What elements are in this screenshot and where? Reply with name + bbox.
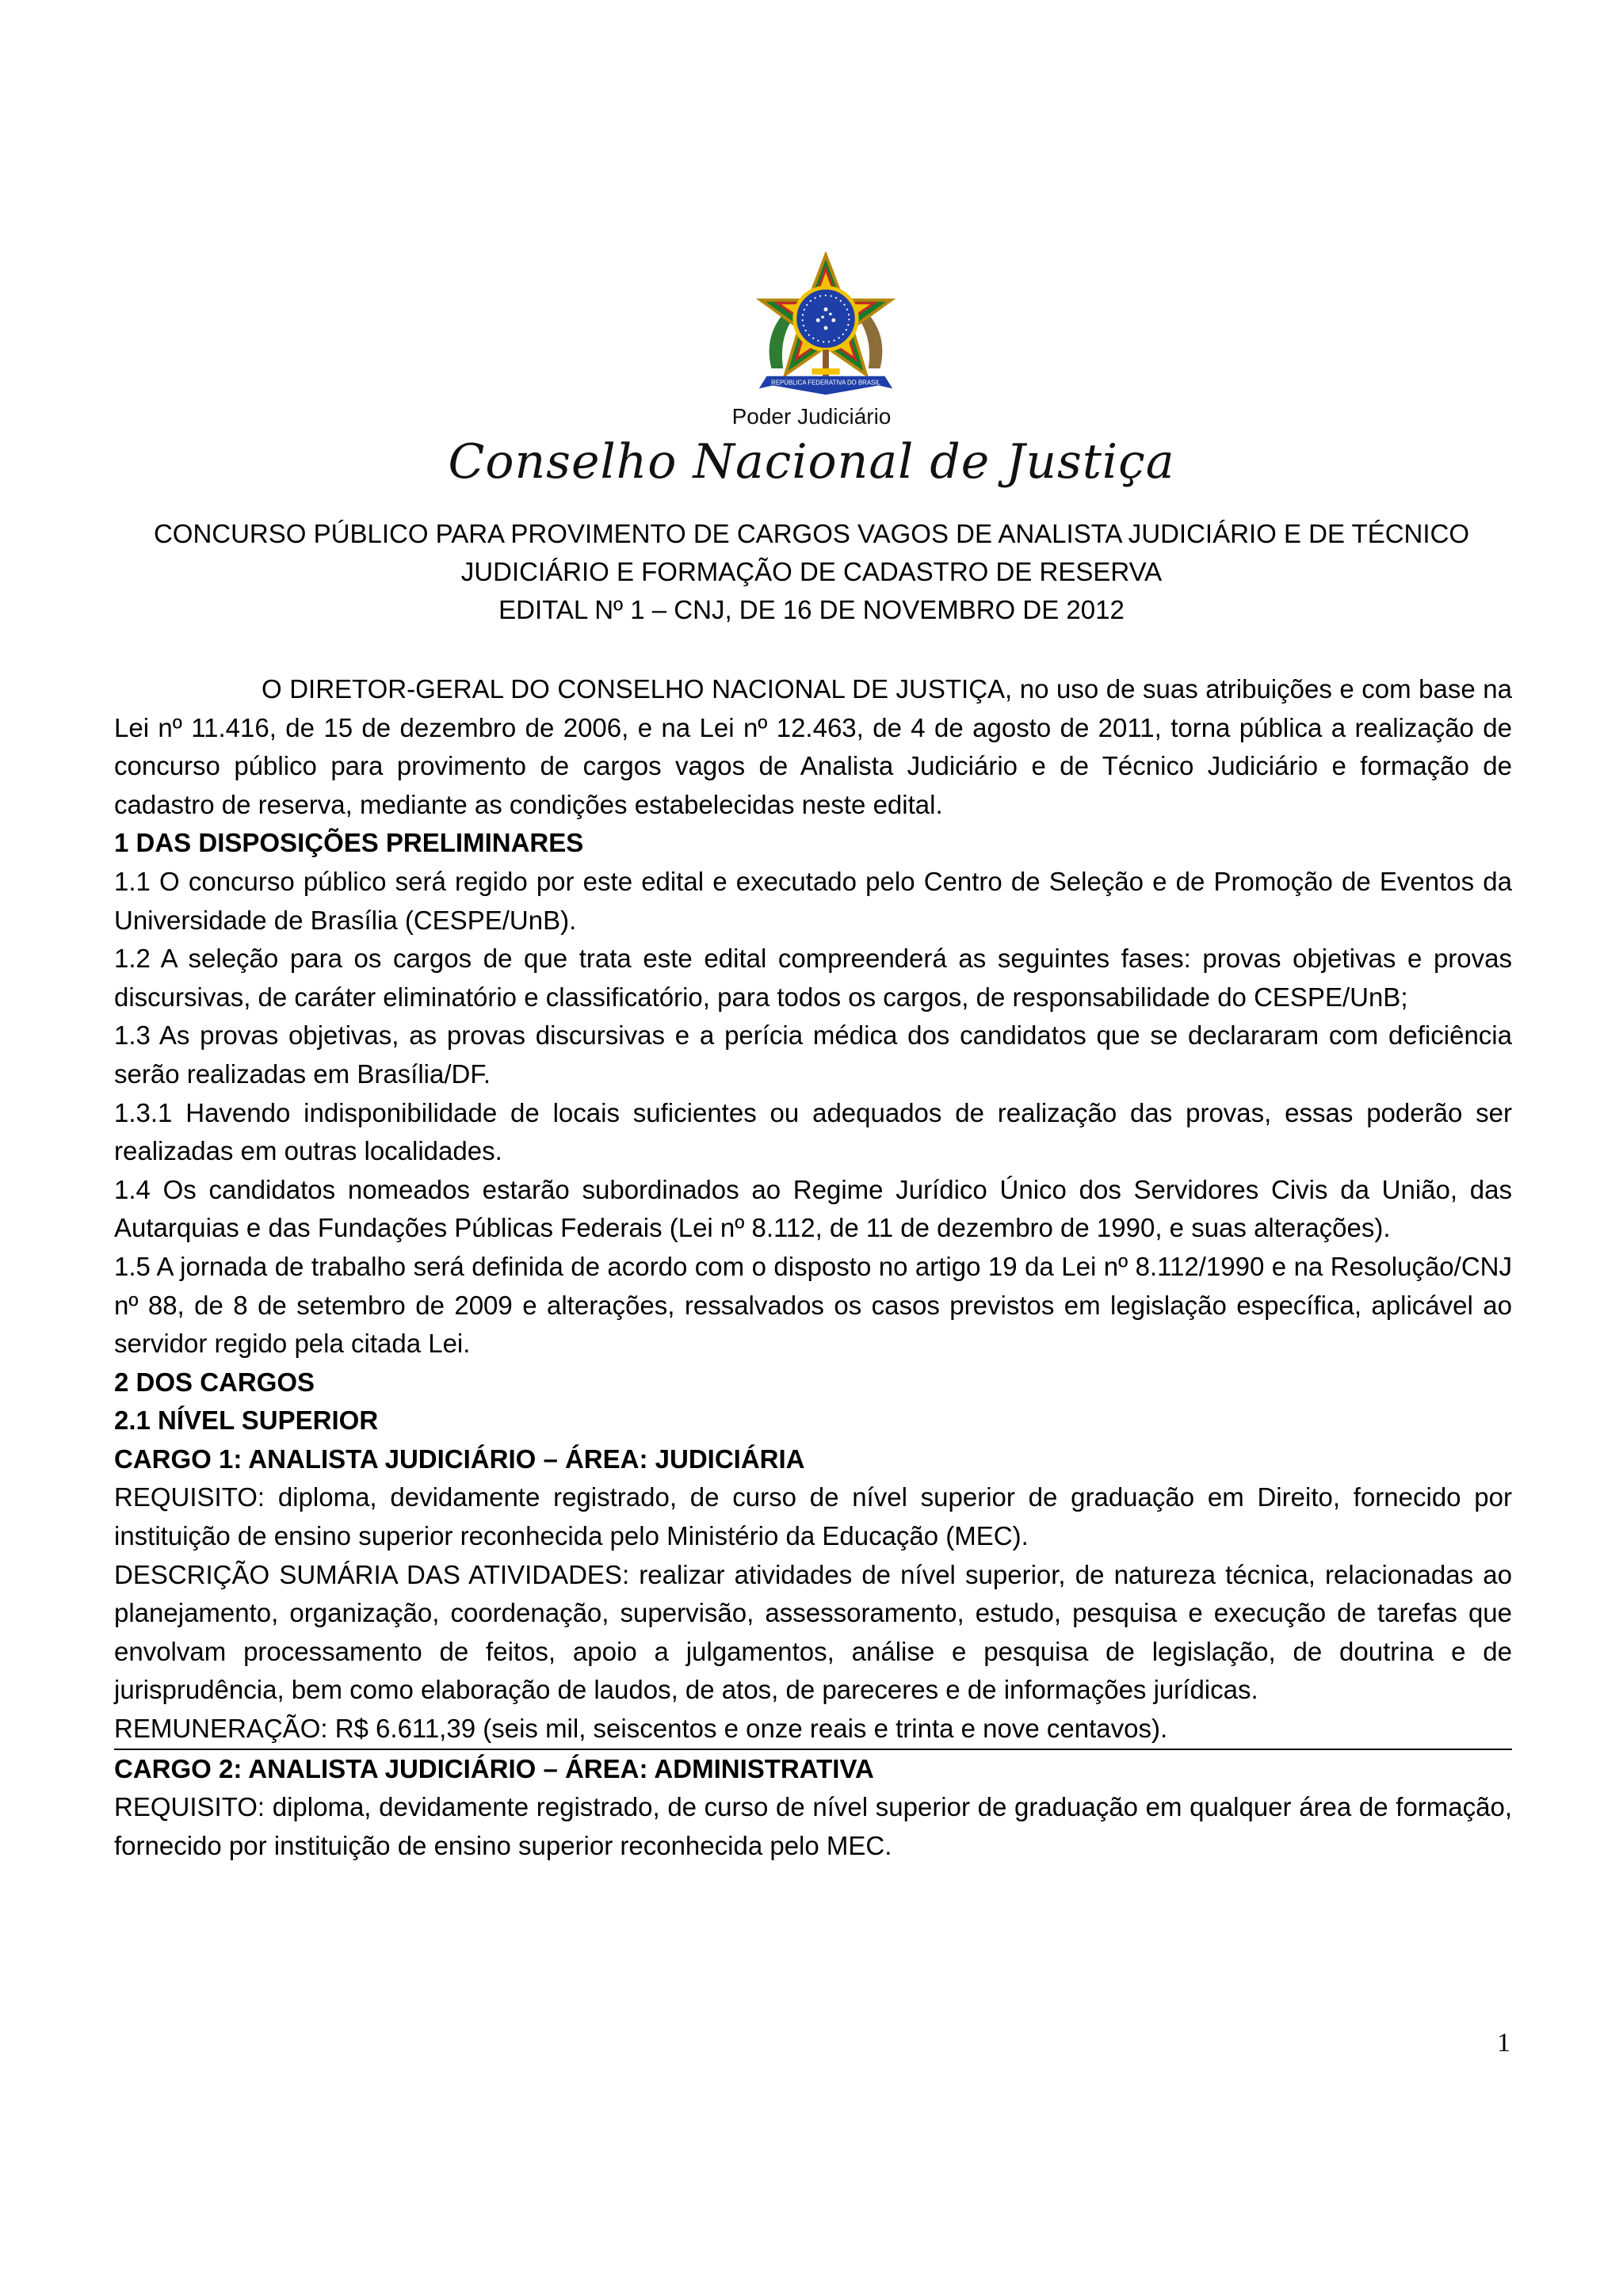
cargo-2-requisito: REQUISITO: diploma, devidamente registrado, de curso de nível superior de graduação em qualquer área de formação, fornecido por instituição de ensino superior reconhecida pelo MEC. [114,1792,1512,1860]
item-1-1: 1.1 O concurso público será regido por este edital e executado pelo Centro de Seleção e de Promoção de Eventos da Universidade de Brasília (CESPE/UnB). [114,866,1512,935]
section-2-1-heading: 2.1 NÍVEL SUPERIOR [114,1405,379,1436]
item-1-2: 1.2 A seleção para os cargos de que trata este edital compreenderá as seguintes fases: provas objetivas e provas discursivas, de caráter eliminatório e classificatório, para todos os cargos, de responsabilidade do CESPE/UnB; [114,944,1512,1012]
item-1-4: 1.4 Os candidatos nomeados estarão subordinados ao Regime Jurídico Único dos Servidores Civis da União, das Autarquias e das Fundações Públicas Federais (Lei nº 8.112, de 11 de dezembro de 1990, e suas alterações). [114,1174,1512,1243]
cargo-1-remuneracao: REMUNERAÇÃO: R$ 6.611,39 (seis mil, seiscentos e onze reais e trinta e nove centavos). [114,1714,1168,1744]
cargo-1-descricao: DESCRIÇÃO SUMÁRIA DAS ATIVIDADES: realizar atividades de nível superior, de natureza técnica, relacionadas ao planejamento, organização, coordenação, supervisão, assessoramento, estudo, pesquisa e execução de tarefas que envolvam processamento de feitos, apoio a julgamentos, análise e pesquisa de legislação, de doutrina e de jurisprudência, bem como elaboração de laudos, de atos, de pareceres e de informações jurídicas. [114,1559,1512,1705]
poder-judiciario-label: Poder Judiciário [731,404,892,429]
section-1-heading: 1 DAS DISPOSIÇÕES PRELIMINARES [114,828,584,858]
intro-paragraph: O DIRETOR-GERAL DO CONSELHO NACIONAL DE JUSTIÇA, no uso de suas atribuições e com base na Lei nº 11.416, de 15 de dezembro de 2006, e na Lei nº 12.463, de 4 de agosto de 2011, torna pública a realização de concurso público para provimento de cargos vagos de Analista Judiciário e de Técnico Judiciário e formação de cadastro de reserva, mediante as condições estabelecidas neste edital. [114,674,1512,819]
cargo-1-heading: CARGO 1: ANALISTA JUDICIÁRIO – ÁREA: JUDICIÁRIA [114,1444,805,1474]
title-line-3: EDITAL Nº 1 – CNJ, DE 16 DE NOVEMBRO DE 2012 [498,595,1125,624]
item-1-5: 1.5 A jornada de trabalho será definida de acordo com o disposto no artigo 19 da Lei nº 8.112/1990 e na Resolução/CNJ nº 88, de 8 de setembro de 2009 e alterações, ressalvados os casos previstos em legislação específica, aplicável ao servidor regido pela citada Lei. [114,1251,1512,1359]
brazil-coat-of-arms-icon [748,252,903,404]
page-number: 1 [1497,2028,1510,2058]
emblem-ribbon-text: REPÚBLICA FEDERATIVA DO BRASIL [771,379,880,387]
cargo-1-requisito: REQUISITO: diploma, devidamente registrado, de curso de nível superior de graduação em Direito, fornecido por instituição de ensino superior reconhecida pelo Ministério da Educação (MEC). [114,1482,1512,1551]
document-title [113,515,1510,629]
title-line-1: CONCURSO PÚBLICO PARA PROVIMENTO DE CARGOS VAGOS DE ANALISTA JUDICIÁRIO E DE TÉCNICO [153,519,1470,548]
section-2-heading: 2 DOS CARGOS [114,1367,315,1397]
document-body [114,670,1512,1865]
item-1-3-1: 1.3.1 Havendo indisponibilidade de locais suficientes ou adequados de realização das provas, essas poderão ser realizadas em outras localidades. [114,1097,1512,1166]
item-1-3: 1.3 As provas objetivas, as provas discursivas e a perícia médica dos candidatos que se declararam com deficiência serão realizadas em Brasília/DF. [114,1020,1512,1089]
cnj-logotype: Conselho Nacional de Justiça [448,434,1175,490]
cargo-2-heading: CARGO 2: ANALISTA JUDICIÁRIO – ÁREA: ADMINISTRATIVA [114,1753,874,1783]
title-line-2: JUDICIÁRIO E FORMAÇÃO DE CADASTRO DE RESERVA [460,557,1163,586]
